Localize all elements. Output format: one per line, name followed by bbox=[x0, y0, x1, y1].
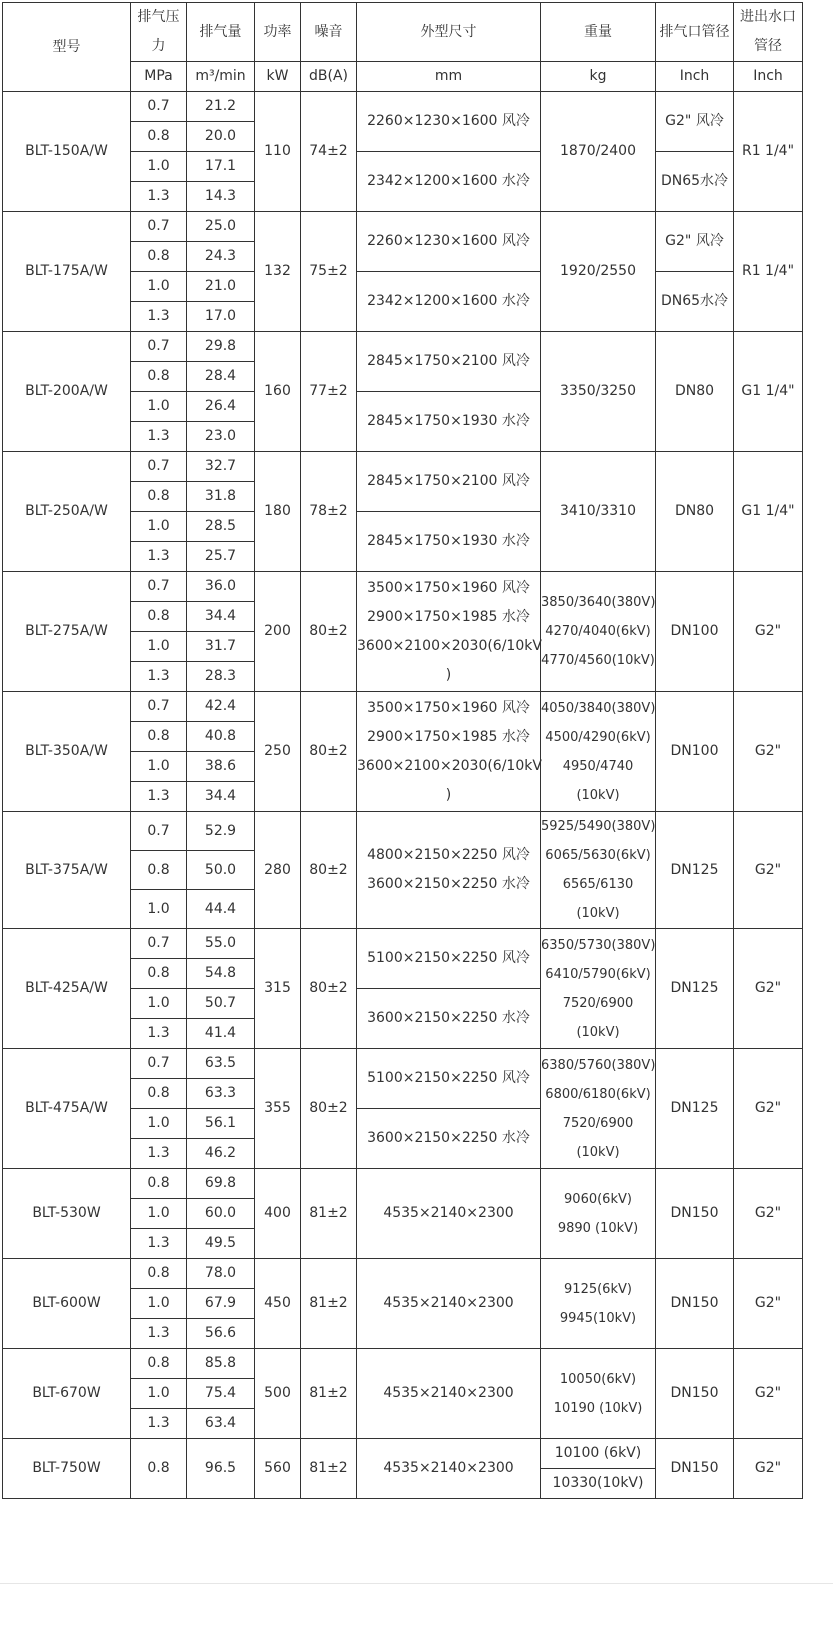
model-cell: BLT-600W bbox=[3, 1259, 131, 1349]
water-cell: G2" bbox=[734, 572, 803, 692]
weight-cell-line: 6350/5730(380V) bbox=[541, 937, 656, 953]
pressure-cell: 1.0 bbox=[131, 632, 187, 662]
size-cell: 2845×1750×1930 水冷 bbox=[357, 392, 541, 452]
flow-cell: 67.9 bbox=[187, 1289, 255, 1319]
noise-cell: 80±2 bbox=[301, 692, 357, 812]
outlet-cell: DN125 bbox=[656, 1049, 734, 1169]
size-cell-line: 3600×2100×2030(6/10kV bbox=[357, 757, 542, 774]
table-row bbox=[3, 692, 803, 722]
pressure-cell: 1.3 bbox=[131, 422, 187, 452]
pressure-cell: 0.8 bbox=[131, 851, 187, 890]
pressure-cell: 0.7 bbox=[131, 572, 187, 602]
size-cell-line: 2900×1750×1985 水冷 bbox=[367, 608, 530, 625]
flow-cell: 96.5 bbox=[187, 1439, 255, 1499]
model-cell: BLT-375A/W bbox=[3, 812, 131, 929]
size-cell bbox=[357, 692, 541, 812]
pressure-cell: 1.0 bbox=[131, 1199, 187, 1229]
weight-cell-line: 7520/6900 (10kV) bbox=[562, 1115, 634, 1160]
pressure-cell: 0.8 bbox=[131, 482, 187, 512]
noise-cell: 80±2 bbox=[301, 1049, 357, 1169]
pressure-cell: 0.8 bbox=[131, 362, 187, 392]
water-cell: G2" bbox=[734, 929, 803, 1049]
flow-cell: 50.7 bbox=[187, 989, 255, 1019]
outlet-cell: G2" 风冷 bbox=[656, 92, 734, 152]
water-cell: G1 1/4" bbox=[734, 332, 803, 452]
flow-cell: 21.2 bbox=[187, 92, 255, 122]
outlet-cell: DN125 bbox=[656, 929, 734, 1049]
flow-cell: 60.0 bbox=[187, 1199, 255, 1229]
pressure-cell: 1.3 bbox=[131, 1139, 187, 1169]
power-cell: 450 bbox=[255, 1259, 301, 1349]
flow-cell: 25.0 bbox=[187, 212, 255, 242]
size-cell bbox=[357, 812, 541, 929]
pressure-cell: 1.0 bbox=[131, 272, 187, 302]
outlet-cell: DN150 bbox=[656, 1169, 734, 1259]
flow-cell: 75.4 bbox=[187, 1379, 255, 1409]
outlet-cell: DN65水冷 bbox=[656, 272, 734, 332]
pressure-cell: 1.0 bbox=[131, 752, 187, 782]
flow-cell: 21.0 bbox=[187, 272, 255, 302]
size-cell bbox=[357, 572, 541, 692]
weight-cell bbox=[541, 1259, 656, 1349]
water-cell: G2" bbox=[734, 1439, 803, 1499]
water-cell: G2" bbox=[734, 1349, 803, 1439]
flow-cell: 49.5 bbox=[187, 1229, 255, 1259]
pressure-cell: 1.0 bbox=[131, 989, 187, 1019]
pressure-cell: 1.0 bbox=[131, 152, 187, 182]
header-flow: 排气量 bbox=[187, 3, 255, 62]
flow-cell: 24.3 bbox=[187, 242, 255, 272]
weight-cell bbox=[541, 692, 656, 812]
flow-cell: 50.0 bbox=[187, 851, 255, 890]
noise-cell: 81±2 bbox=[301, 1439, 357, 1499]
pressure-cell: 0.8 bbox=[131, 122, 187, 152]
header-model: 型号 bbox=[3, 3, 131, 92]
weight-cell-line: 4770/4560(10kV) bbox=[541, 653, 655, 668]
pressure-cell: 0.8 bbox=[131, 1079, 187, 1109]
outlet-cell: G2" 风冷 bbox=[656, 212, 734, 272]
power-cell: 560 bbox=[255, 1439, 301, 1499]
flow-cell: 25.7 bbox=[187, 542, 255, 572]
size-cell: 2845×1750×1930 水冷 bbox=[357, 512, 541, 572]
flow-cell: 28.5 bbox=[187, 512, 255, 542]
weight-cell bbox=[541, 1349, 656, 1439]
power-cell: 355 bbox=[255, 1049, 301, 1169]
power-cell: 315 bbox=[255, 929, 301, 1049]
spec-table-body bbox=[3, 3, 803, 1499]
size-cell: 5100×2150×2250 风冷 bbox=[357, 1049, 541, 1109]
model-cell: BLT-250A/W bbox=[3, 452, 131, 572]
header-size: 外型尺寸 bbox=[357, 3, 541, 62]
model-cell: BLT-350A/W bbox=[3, 692, 131, 812]
weight-cell-line: 9060(6kV) bbox=[564, 1191, 632, 1207]
flow-cell: 34.4 bbox=[187, 782, 255, 812]
table-row bbox=[3, 929, 803, 959]
size-cell: 4535×2140×2300 bbox=[357, 1259, 541, 1349]
water-cell: G2" bbox=[734, 692, 803, 812]
noise-cell: 81±2 bbox=[301, 1169, 357, 1259]
flow-cell: 85.8 bbox=[187, 1349, 255, 1379]
table-row bbox=[3, 1259, 803, 1289]
size-cell: 3600×2150×2250 水冷 bbox=[357, 989, 541, 1049]
pressure-cell: 0.7 bbox=[131, 332, 187, 362]
size-cell: 2342×1200×1600 水冷 bbox=[357, 272, 541, 332]
pressure-cell: 0.7 bbox=[131, 929, 187, 959]
noise-cell: 77±2 bbox=[301, 332, 357, 452]
power-cell: 110 bbox=[255, 92, 301, 212]
pressure-cell: 1.3 bbox=[131, 1319, 187, 1349]
flow-cell: 31.8 bbox=[187, 482, 255, 512]
weight-cell: 10100 (6kV) bbox=[541, 1439, 656, 1469]
flow-cell: 54.8 bbox=[187, 959, 255, 989]
flow-cell: 52.9 bbox=[187, 812, 255, 851]
weight-cell bbox=[541, 929, 656, 1049]
noise-cell: 80±2 bbox=[301, 572, 357, 692]
noise-cell: 75±2 bbox=[301, 212, 357, 332]
flow-cell: 28.4 bbox=[187, 362, 255, 392]
outlet-cell: DN80 bbox=[656, 332, 734, 452]
power-cell: 160 bbox=[255, 332, 301, 452]
unit-weight: kg bbox=[541, 62, 656, 92]
outlet-cell: DN100 bbox=[656, 572, 734, 692]
size-cell-line: 3600×2100×2030(6/10kV bbox=[357, 637, 542, 654]
weight-cell-line: 9890 (10kV) bbox=[557, 1220, 639, 1236]
outlet-cell: DN80 bbox=[656, 452, 734, 572]
size-cell-line: 3500×1750×1960 风冷 bbox=[367, 699, 530, 716]
table-row bbox=[3, 332, 803, 362]
water-cell: R1 1/4" bbox=[734, 212, 803, 332]
flow-cell: 63.5 bbox=[187, 1049, 255, 1079]
table-row bbox=[3, 572, 803, 602]
model-cell: BLT-425A/W bbox=[3, 929, 131, 1049]
weight-cell-line: 6065/5630(6kV) bbox=[545, 848, 651, 863]
flow-cell: 78.0 bbox=[187, 1259, 255, 1289]
pressure-cell: 1.0 bbox=[131, 1289, 187, 1319]
weight-cell-line: 7520/6900 (10kV) bbox=[562, 995, 634, 1040]
weight-cell: 3350/3250 bbox=[541, 332, 656, 452]
header-noise: 噪音 bbox=[301, 3, 357, 62]
size-cell: 4535×2140×2300 bbox=[357, 1169, 541, 1259]
size-cell: 2845×1750×2100 风冷 bbox=[357, 452, 541, 512]
outlet-cell: DN100 bbox=[656, 692, 734, 812]
unit-noise: dB(A) bbox=[301, 62, 357, 92]
size-cell-line: 3600×2150×2250 水冷 bbox=[367, 876, 530, 892]
pressure-cell: 1.3 bbox=[131, 542, 187, 572]
water-cell: G2" bbox=[734, 1049, 803, 1169]
flow-cell: 63.4 bbox=[187, 1409, 255, 1439]
weight-cell bbox=[541, 1169, 656, 1259]
size-cell: 5100×2150×2250 风冷 bbox=[357, 929, 541, 989]
weight-cell-line: 4950/4740 (10kV) bbox=[562, 758, 634, 803]
model-cell: BLT-670W bbox=[3, 1349, 131, 1439]
flow-cell: 20.0 bbox=[187, 122, 255, 152]
flow-cell: 55.0 bbox=[187, 929, 255, 959]
size-cell: 3600×2150×2250 水冷 bbox=[357, 1109, 541, 1169]
outlet-cell: DN150 bbox=[656, 1439, 734, 1499]
weight-cell: 1870/2400 bbox=[541, 92, 656, 212]
unit-power: kW bbox=[255, 62, 301, 92]
water-cell: R1 1/4" bbox=[734, 92, 803, 212]
header-power: 功率 bbox=[255, 3, 301, 62]
weight-cell-line: 10190 (10kV) bbox=[553, 1400, 643, 1416]
pressure-cell: 1.3 bbox=[131, 662, 187, 692]
noise-cell: 81±2 bbox=[301, 1259, 357, 1349]
model-cell: BLT-175A/W bbox=[3, 212, 131, 332]
power-cell: 132 bbox=[255, 212, 301, 332]
spec-table bbox=[2, 2, 803, 1499]
flow-cell: 63.3 bbox=[187, 1079, 255, 1109]
header-pressure: 排气压力 bbox=[131, 3, 187, 62]
flow-cell: 32.7 bbox=[187, 452, 255, 482]
flow-cell: 29.8 bbox=[187, 332, 255, 362]
unit-outlet: Inch bbox=[656, 62, 734, 92]
header-outlet: 排气口管径 bbox=[656, 3, 734, 62]
water-cell: G2" bbox=[734, 1259, 803, 1349]
weight-cell bbox=[541, 812, 656, 929]
flow-cell: 44.4 bbox=[187, 890, 255, 929]
flow-cell: 34.4 bbox=[187, 602, 255, 632]
header-water: 进出水口管径 bbox=[734, 3, 803, 62]
pressure-cell: 0.8 bbox=[131, 1169, 187, 1199]
outlet-cell: DN125 bbox=[656, 812, 734, 929]
flow-cell: 56.1 bbox=[187, 1109, 255, 1139]
weight-cell-line: 5925/5490(380V) bbox=[541, 819, 656, 834]
model-cell: BLT-150A/W bbox=[3, 92, 131, 212]
header-weight: 重量 bbox=[541, 3, 656, 62]
weight-cell-line: 10050(6kV) bbox=[559, 1371, 637, 1387]
water-cell: G2" bbox=[734, 1169, 803, 1259]
flow-cell: 36.0 bbox=[187, 572, 255, 602]
noise-cell: 81±2 bbox=[301, 1349, 357, 1439]
unit-water: Inch bbox=[734, 62, 803, 92]
flow-cell: 31.7 bbox=[187, 632, 255, 662]
size-cell-line: ) bbox=[445, 666, 452, 683]
pressure-cell: 1.0 bbox=[131, 392, 187, 422]
weight-cell bbox=[541, 572, 656, 692]
pressure-cell: 1.0 bbox=[131, 1109, 187, 1139]
pressure-cell: 0.8 bbox=[131, 602, 187, 632]
size-cell-line: ) bbox=[445, 786, 452, 803]
flow-cell: 40.8 bbox=[187, 722, 255, 752]
flow-cell: 28.3 bbox=[187, 662, 255, 692]
table-row bbox=[3, 452, 803, 482]
power-cell: 500 bbox=[255, 1349, 301, 1439]
weight-cell: 3410/3310 bbox=[541, 452, 656, 572]
weight-cell: 1920/2550 bbox=[541, 212, 656, 332]
unit-pressure: MPa bbox=[131, 62, 187, 92]
weight-cell bbox=[541, 1049, 656, 1169]
table-row bbox=[3, 1169, 803, 1199]
footer-divider bbox=[0, 1583, 833, 1584]
table-row bbox=[3, 92, 803, 122]
unit-flow: m³/min bbox=[187, 62, 255, 92]
flow-cell: 26.4 bbox=[187, 392, 255, 422]
water-cell: G1 1/4" bbox=[734, 452, 803, 572]
weight-cell-line: 4270/4040(6kV) bbox=[545, 624, 651, 639]
outlet-cell: DN150 bbox=[656, 1259, 734, 1349]
flow-cell: 46.2 bbox=[187, 1139, 255, 1169]
flow-cell: 23.0 bbox=[187, 422, 255, 452]
size-cell-line: 4800×2150×2250 风冷 bbox=[367, 847, 530, 863]
model-cell: BLT-475A/W bbox=[3, 1049, 131, 1169]
pressure-cell: 0.8 bbox=[131, 722, 187, 752]
pressure-cell: 0.7 bbox=[131, 92, 187, 122]
pressure-cell: 1.0 bbox=[131, 1379, 187, 1409]
model-cell: BLT-530W bbox=[3, 1169, 131, 1259]
pressure-cell: 0.7 bbox=[131, 1049, 187, 1079]
pressure-cell: 0.8 bbox=[131, 1349, 187, 1379]
pressure-cell: 0.7 bbox=[131, 812, 187, 851]
power-cell: 180 bbox=[255, 452, 301, 572]
noise-cell: 74±2 bbox=[301, 92, 357, 212]
size-cell-line: 2900×1750×1985 水冷 bbox=[367, 728, 530, 745]
flow-cell: 17.0 bbox=[187, 302, 255, 332]
model-cell: BLT-275A/W bbox=[3, 572, 131, 692]
model-cell: BLT-200A/W bbox=[3, 332, 131, 452]
table-row bbox=[3, 1439, 803, 1469]
pressure-cell: 1.3 bbox=[131, 1019, 187, 1049]
model-cell: BLT-750W bbox=[3, 1439, 131, 1499]
noise-cell: 78±2 bbox=[301, 452, 357, 572]
weight-cell-line: 6380/5760(380V) bbox=[541, 1057, 656, 1073]
pressure-cell: 1.3 bbox=[131, 1229, 187, 1259]
weight-cell-line: 6410/5790(6kV) bbox=[545, 966, 651, 982]
pressure-cell: 0.7 bbox=[131, 452, 187, 482]
weight-cell-line: 6565/6130 (10kV) bbox=[562, 877, 634, 921]
power-cell: 200 bbox=[255, 572, 301, 692]
pressure-cell: 1.3 bbox=[131, 302, 187, 332]
power-cell: 250 bbox=[255, 692, 301, 812]
noise-cell: 80±2 bbox=[301, 929, 357, 1049]
size-cell: 2845×1750×2100 风冷 bbox=[357, 332, 541, 392]
power-cell: 280 bbox=[255, 812, 301, 929]
weight-cell-line: 9945(10kV) bbox=[559, 1310, 637, 1326]
size-cell: 2260×1230×1600 风冷 bbox=[357, 212, 541, 272]
water-cell: G2" bbox=[734, 812, 803, 929]
size-cell: 4535×2140×2300 bbox=[357, 1439, 541, 1499]
weight-cell-line: 6800/6180(6kV) bbox=[545, 1086, 651, 1102]
power-cell: 400 bbox=[255, 1169, 301, 1259]
outlet-cell: DN65水冷 bbox=[656, 152, 734, 212]
outlet-cell: DN150 bbox=[656, 1349, 734, 1439]
weight-cell-line: 3850/3640(380V) bbox=[541, 595, 656, 610]
pressure-cell: 0.8 bbox=[131, 242, 187, 272]
pressure-cell: 0.7 bbox=[131, 212, 187, 242]
size-cell-line: 3500×1750×1960 风冷 bbox=[367, 579, 530, 596]
pressure-cell: 1.3 bbox=[131, 1409, 187, 1439]
size-cell: 4535×2140×2300 bbox=[357, 1349, 541, 1439]
pressure-cell: 0.8 bbox=[131, 1439, 187, 1499]
table-row bbox=[3, 1049, 803, 1079]
table-row bbox=[3, 1349, 803, 1379]
pressure-cell: 0.8 bbox=[131, 1259, 187, 1289]
size-cell: 2342×1200×1600 水冷 bbox=[357, 152, 541, 212]
table-row bbox=[3, 812, 803, 851]
flow-cell: 38.6 bbox=[187, 752, 255, 782]
pressure-cell: 1.3 bbox=[131, 182, 187, 212]
flow-cell: 56.6 bbox=[187, 1319, 255, 1349]
pressure-cell: 0.7 bbox=[131, 692, 187, 722]
flow-cell: 69.8 bbox=[187, 1169, 255, 1199]
flow-cell: 41.4 bbox=[187, 1019, 255, 1049]
pressure-cell: 1.0 bbox=[131, 512, 187, 542]
weight-cell-line: 9125(6kV) bbox=[564, 1281, 632, 1297]
size-cell: 2260×1230×1600 风冷 bbox=[357, 92, 541, 152]
weight-cell: 10330(10kV) bbox=[541, 1469, 656, 1499]
weight-cell-line: 4050/3840(380V) bbox=[541, 700, 656, 716]
weight-cell-line: 4500/4290(6kV) bbox=[545, 729, 651, 745]
flow-cell: 42.4 bbox=[187, 692, 255, 722]
table-row bbox=[3, 212, 803, 242]
pressure-cell: 1.0 bbox=[131, 890, 187, 929]
header-row bbox=[3, 3, 803, 62]
pressure-cell: 0.8 bbox=[131, 959, 187, 989]
flow-cell: 17.1 bbox=[187, 152, 255, 182]
pressure-cell: 1.3 bbox=[131, 782, 187, 812]
flow-cell: 14.3 bbox=[187, 182, 255, 212]
noise-cell: 80±2 bbox=[301, 812, 357, 929]
unit-size: mm bbox=[357, 62, 541, 92]
